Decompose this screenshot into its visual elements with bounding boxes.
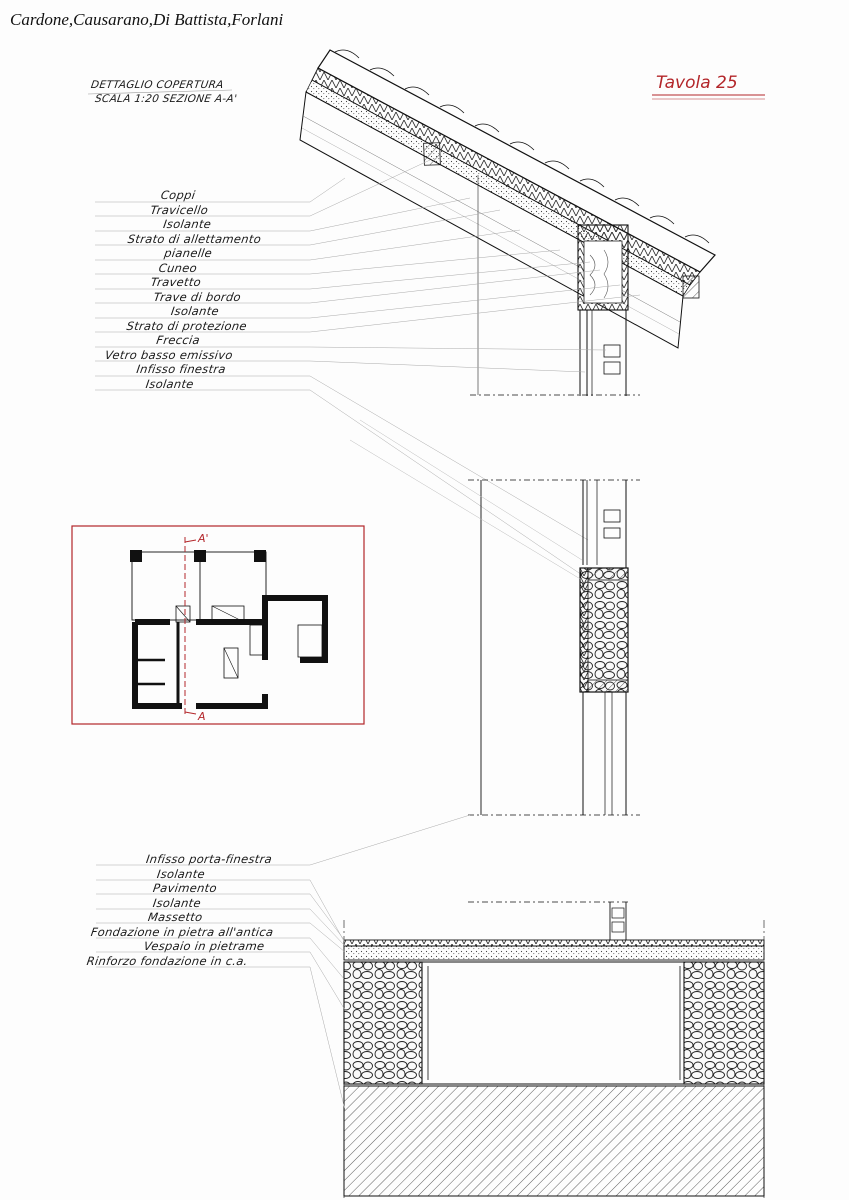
section-mark-bottom: A [198,710,206,723]
legend-item: Cuneo [157,260,199,275]
legend-item: Rinforzo fondazione in c.a. [85,953,249,968]
roof-section [95,50,715,575]
wall-section [350,420,640,815]
legend-item: Travicello [149,202,210,217]
legend-item: Isolante [156,866,207,881]
title-line-2: SCALA 1:20 SEZIONE A-A' [94,93,238,105]
legend-item: Pavimento [152,881,218,895]
legend-item: Coppi [159,188,197,202]
legend-item: Travetto [149,275,203,289]
legend-item: Strato di allettamento [126,231,263,246]
legend-item: Freccia [155,333,201,347]
legend-item: Trave di bordo [152,289,242,304]
sheet-number: Tavola 25 [656,73,738,93]
section-mark-top: A' [198,532,209,545]
legend-item: Isolante [144,376,195,391]
foundation-section [96,815,764,1198]
title-underline [88,90,232,94]
legend-item: Infisso porta-finestra [145,852,274,866]
legend-item: Infisso finestra [135,362,227,376]
legend-item: Fondazione in pietra all'antica [89,924,275,939]
legend-item: Strato di protezione [125,318,248,333]
legend-item: Vetro basso emissivo [104,347,234,362]
legend-item: Massetto [147,910,204,924]
legend-item: Isolante [170,304,220,318]
title-line-1: DETTAGLIO COPERTURA [90,79,225,91]
authors-header: Cardone,Causarano,Di Battista,Forlani [10,10,284,29]
legend-item: Isolante [162,217,213,231]
legend-item: pianelle [163,246,214,260]
legend-item: Vespaio in pietrame [142,939,266,953]
key-plan [72,526,364,724]
legend-item: Isolante [152,895,202,910]
